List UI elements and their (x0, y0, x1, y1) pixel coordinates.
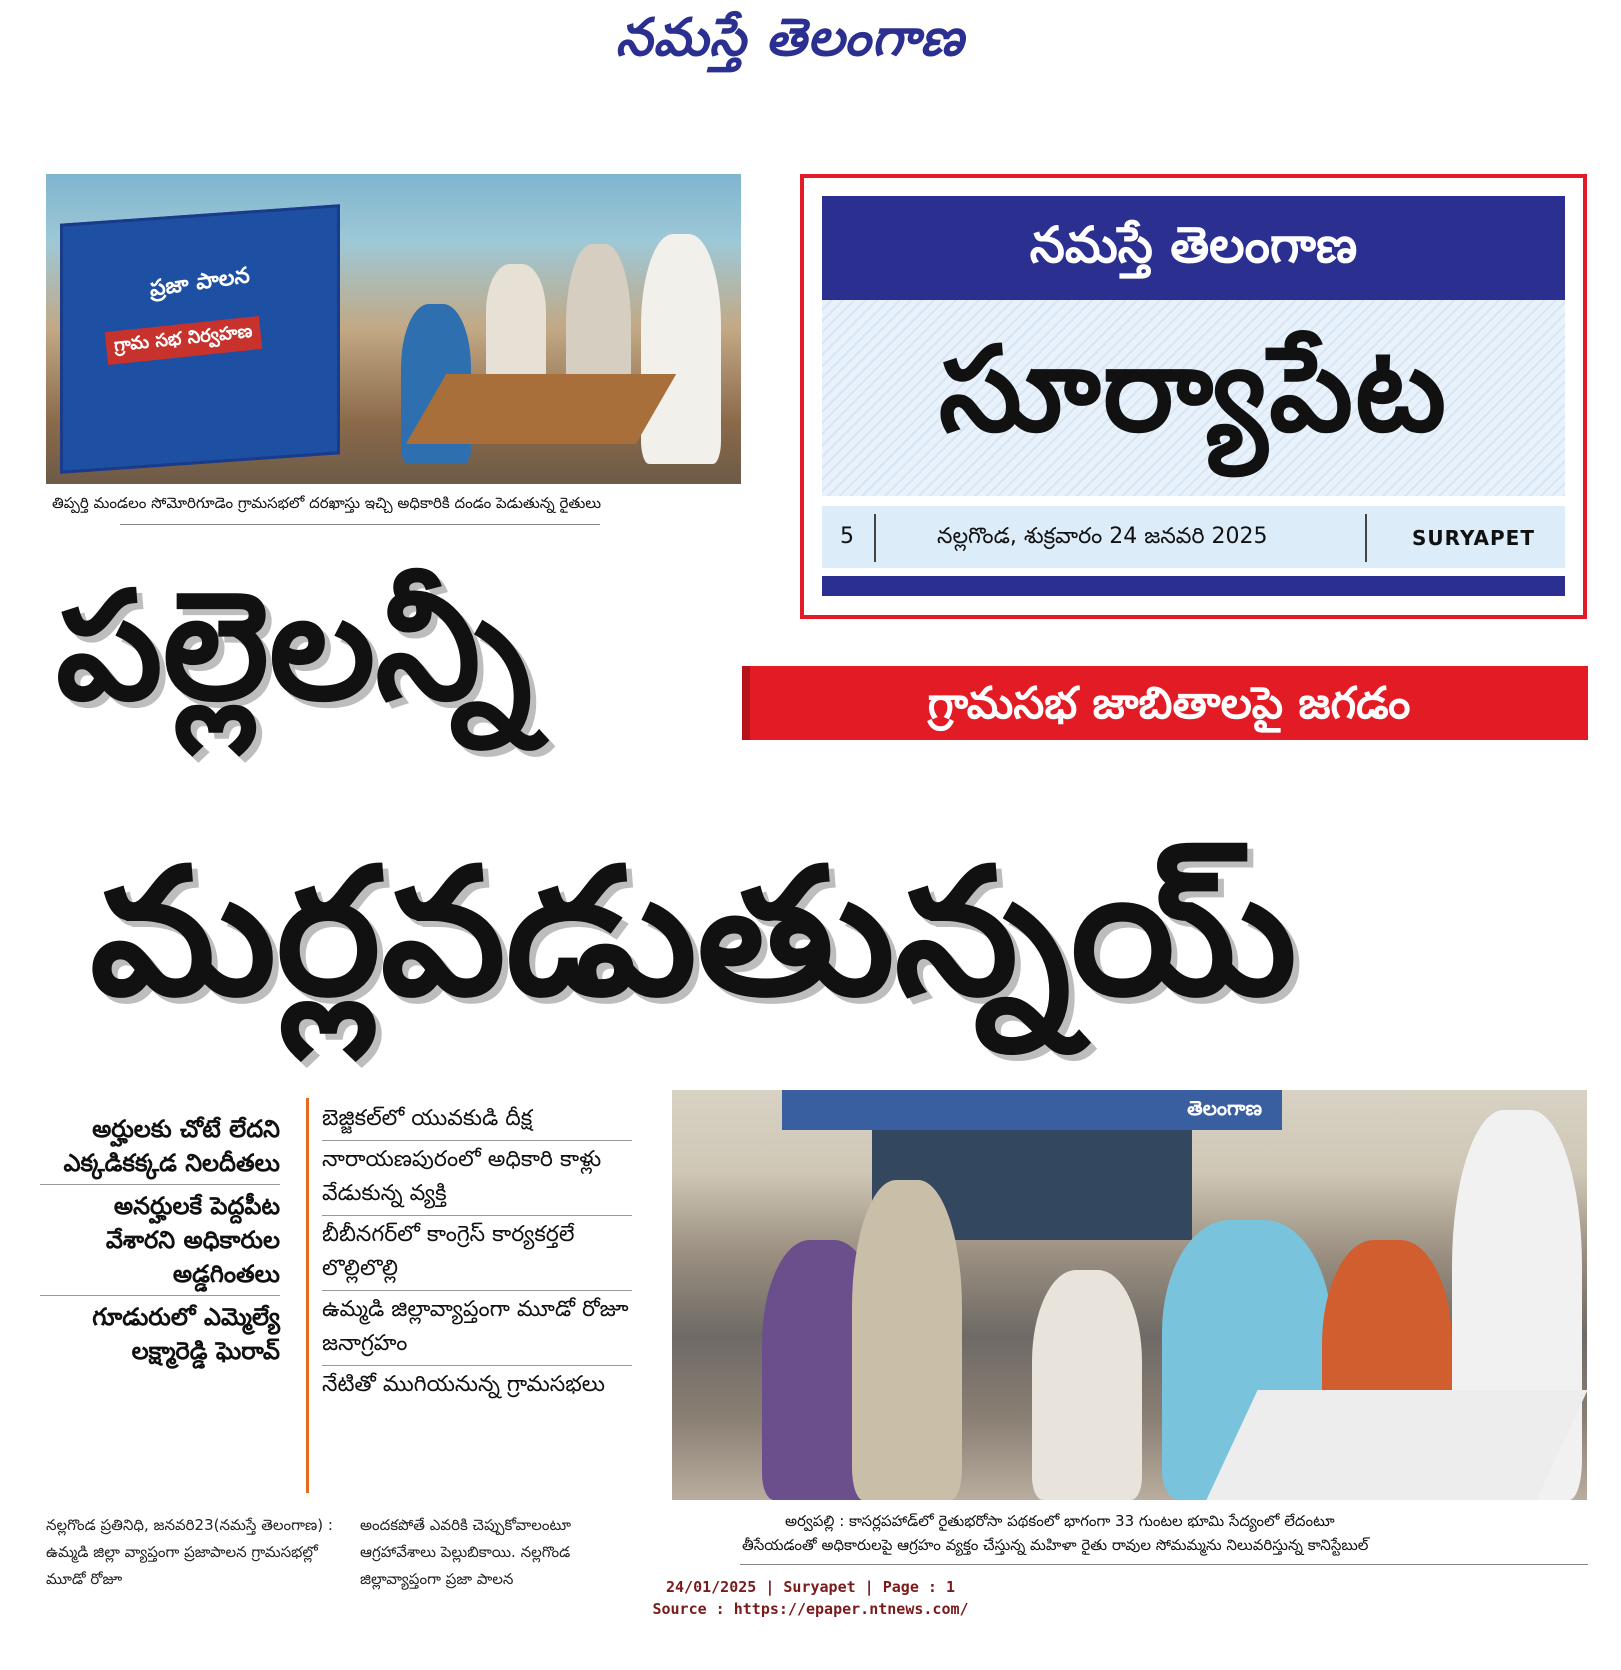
edition-name: SURYAPET (1412, 526, 1535, 550)
subheads-mid (322, 1100, 632, 1406)
villager-figure (1032, 1270, 1142, 1500)
strap-text: గ్రామసభ జాబితాలపై జగడం (927, 678, 1411, 729)
divider (1365, 514, 1367, 562)
farmer-figure (641, 234, 721, 464)
subhead-item: అనర్హులకే పెద్దపీట వేశారని అధికారుల అడ్డగింతలు (40, 1185, 280, 1296)
edition-box (800, 174, 1587, 619)
subhead-item: అర్హులకు చోటే లేదని ఎక్కడికక్కడ నిలదీతలు (40, 1108, 280, 1185)
caption-rule (120, 524, 600, 525)
gram-sabha-photo-top (46, 174, 741, 484)
photo-top-caption: తిప్పర్తి మండలం సోమోరిగూడెం గ్రామసభలో దరఖాస్తు ఇచ్చి అధికారికి దండం పెడుతున్న రైతులు (52, 494, 602, 512)
village-board (782, 1090, 1282, 1130)
person-figure (486, 264, 546, 384)
headline-line-2: మర్లవడుతున్నయ్ (90, 830, 1297, 1035)
photo-bottom-caption-line-2: తీసేయడంతో అధికారులపై ఆగ్రహం వ్యక్తం చేస్తున్న మహిళా రైతు రావుల సోమమ్మను నిలువరిస్తున్న కానిస్టేబుల్ (742, 1536, 1369, 1554)
subhead-item: నారాయణపురంలో అధికారి కాళ్లు వేడుకున్న వ్యక్తి (322, 1141, 632, 1216)
subhead-item: బీబీనగర్‌లో కాంగ్రెస్ కార్యకర్తలే లొల్లిలొల్లి (322, 1216, 632, 1291)
article-body-col-2: అందకపోతే ఎవరికి చెప్పుకోవాలంటూ ఆగ్రహావేశాలు పెల్లుబికాయి. నల్లగొండ జిల్లావ్యాప్తంగా ప్రజా పాలన (360, 1516, 572, 1588)
headline-line-1: పల్లెలన్నీ (56, 560, 532, 734)
strap-banner (742, 666, 1588, 740)
gram-sabha-photo-bottom (672, 1090, 1587, 1500)
date-line: నల్లగొండ, శుక్రవారం 24 జనవరి 2025 (937, 524, 1268, 549)
subhead-item: బెజ్జికల్‌లో యువకుడి దీక్ష (322, 1100, 632, 1141)
subhead-item: గూడురులో ఎమ్మెల్యే లక్ష్మారెడ్డి ఘెరావ్ (92, 1303, 280, 1365)
banner-red-strip: గ్రామ సభ నిర్వహణ (105, 316, 262, 365)
subhead-item: నేటితో ముగియనున్న గ్రామసభలు (322, 1372, 605, 1397)
divider (874, 514, 876, 562)
edition-district-panel (822, 300, 1565, 496)
edition-paper-bar (822, 196, 1565, 300)
footer-date-page: 24/01/2025 | Suryapet | Page : 1 (666, 1578, 955, 1596)
edition-district: సూర్యాపేట (938, 320, 1449, 458)
board-text: తెలంగాణ (1187, 1096, 1262, 1120)
table (1206, 1390, 1587, 1500)
edition-bottom-bar (822, 576, 1565, 596)
edition-paper-name: నమస్తే తెలంగాణ (1029, 216, 1358, 274)
article-body-col-1: నల్లగొండ ప్రతినిధి, జనవరి23(నమస్తే తెలంగాణ) : ఉమ్మడి జిల్లా వ్యాప్తంగా ప్రజాపాలన గ్రామసభల్లో మూడో రోజూ (46, 1516, 333, 1588)
footer-source: Source : https://epaper.ntnews.com/ (652, 1600, 969, 1618)
subhead-item: ఉమ్మడి జిల్లావ్యాప్తంగా మూడో రోజూ జనాగ్రహం (322, 1291, 632, 1366)
banner-title: ప్రజా పాలన (149, 263, 251, 303)
page-number: 5 (840, 524, 854, 549)
masthead-logo: నమస్తే తెలంగాణ (615, 8, 965, 68)
caption-rule (740, 1564, 1588, 1565)
edition-date-strip (822, 506, 1565, 568)
subheads-left (40, 1108, 280, 1372)
column-rule (306, 1098, 309, 1493)
table (406, 374, 676, 444)
constable-figure (852, 1180, 962, 1500)
photo-bottom-caption-line-1: అర్వపల్లి : కాసర్లపహాడ్‌లో రైతుభరోసా పథకంలో భాగంగా 33 గుంటల భూమి సేద్యంలో లేదంటూ (785, 1512, 1335, 1530)
